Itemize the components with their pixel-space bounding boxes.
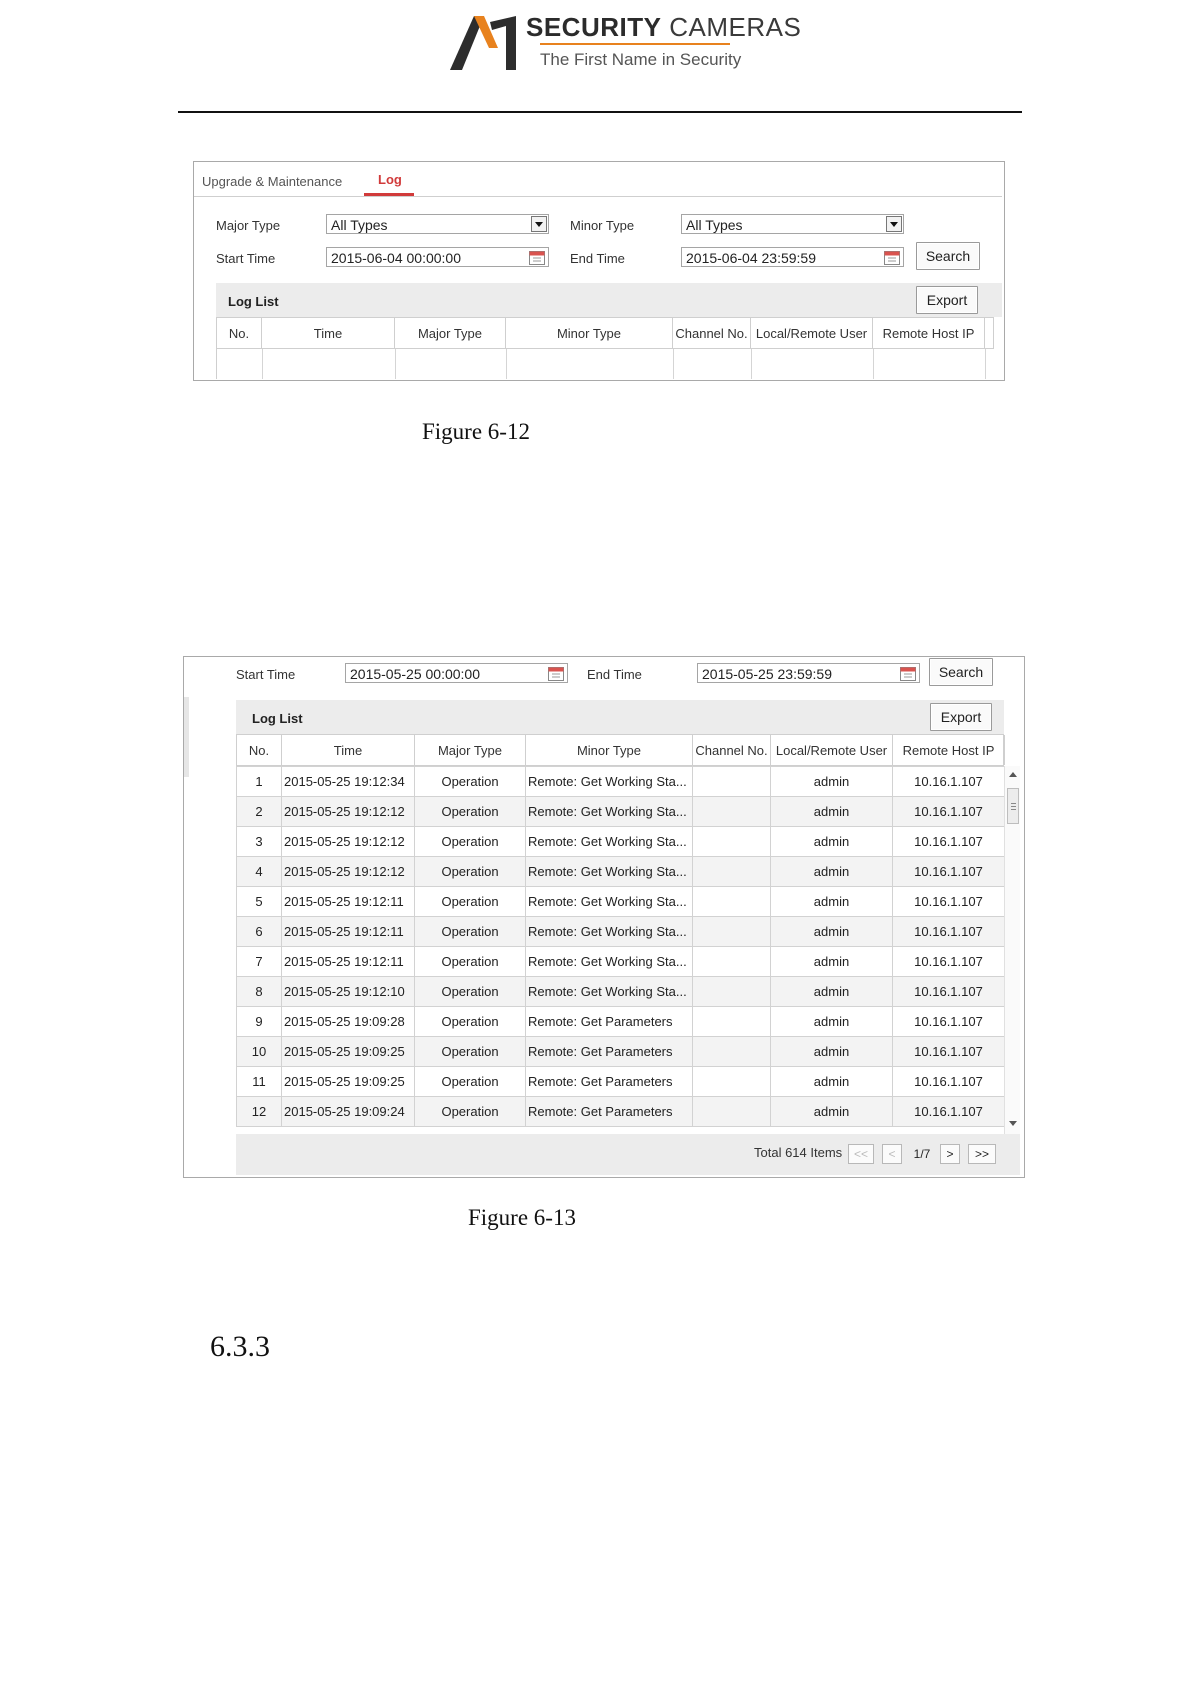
cell-no: 8 (237, 977, 282, 1007)
table-row[interactable] (237, 1037, 1005, 1067)
cell-major: Operation (415, 1007, 526, 1037)
cell-ip: 10.16.1.107 (893, 947, 1005, 977)
cell-time: 2015-05-25 19:09:25 (282, 1067, 415, 1097)
start-time-label: Start Time (216, 251, 276, 266)
cell-channel (693, 1037, 771, 1067)
cell-channel (693, 1067, 771, 1097)
major-type-label: Major Type (216, 218, 281, 233)
cell-no: 2 (237, 797, 282, 827)
cell-time: 2015-05-25 19:12:34 (282, 767, 415, 797)
end-time-label: End Time (570, 251, 625, 266)
table-header (216, 317, 994, 349)
cell-channel (693, 1007, 771, 1037)
table-scrollbar[interactable] (1004, 766, 1020, 1134)
cell-minor: Remote: Get Working Sta... (526, 947, 693, 977)
cell-minor: Remote: Get Parameters (526, 1037, 693, 1067)
figure-6-13-caption: Figure 6-13 (468, 1205, 576, 1230)
cell-no: 9 (237, 1007, 282, 1037)
figure-6-12-screenshot (193, 161, 1005, 381)
cell-ip: 10.16.1.107 (893, 857, 1005, 887)
table-row[interactable] (237, 827, 1005, 857)
column-header-time: Time (262, 318, 395, 348)
calendar-icon[interactable] (900, 666, 916, 681)
table-row[interactable] (237, 1007, 1005, 1037)
cell-user: admin (771, 857, 893, 887)
cell-minor: Remote: Get Working Sta... (526, 977, 693, 1007)
cell-minor: Remote: Get Working Sta... (526, 827, 693, 857)
column-header-major-type: Major Type (395, 318, 506, 348)
cell-channel (693, 857, 771, 887)
cell-major: Operation (415, 1067, 526, 1097)
cell-ip: 10.16.1.107 (893, 1037, 1005, 1067)
cell-major: Operation (415, 977, 526, 1007)
end-time-input[interactable]: 2015-06-04 23:59:59 (681, 247, 904, 267)
table-row[interactable] (237, 977, 1005, 1007)
cell-ip: 10.16.1.107 (893, 977, 1005, 1007)
chevron-down-icon[interactable] (531, 216, 547, 232)
cell-ip: 10.16.1.107 (893, 1067, 1005, 1097)
minor-type-label: Minor Type (570, 218, 635, 233)
cell-channel (693, 797, 771, 827)
cell-time: 2015-05-25 19:12:11 (282, 887, 415, 917)
chevron-down-icon[interactable] (886, 216, 902, 232)
cell-ip: 10.16.1.107 (893, 767, 1005, 797)
figure-6-13-screenshot (183, 656, 1025, 1178)
cell-user: admin (771, 977, 893, 1007)
cell-user: admin (771, 917, 893, 947)
first-page-button[interactable]: << (848, 1144, 874, 1164)
cell-time: 2015-05-25 19:12:11 (282, 917, 415, 947)
column-header-minor-type: Minor Type (506, 318, 673, 348)
column-header-user: Local/Remote User (751, 318, 873, 348)
total-items: Total 614 Items (754, 1145, 843, 1160)
table-header (236, 734, 1004, 766)
export-button[interactable]: Export (930, 703, 992, 731)
cell-channel (693, 947, 771, 977)
cell-minor: Remote: Get Parameters (526, 1097, 693, 1127)
cell-time: 2015-05-25 19:09:25 (282, 1037, 415, 1067)
cell-user: admin (771, 1067, 893, 1097)
table-row[interactable] (237, 947, 1005, 977)
cell-major: Operation (415, 1097, 526, 1127)
table-footer (236, 1134, 1020, 1175)
a1-logo-mark-icon (448, 14, 526, 72)
scroll-up-arrow-icon[interactable] (1009, 772, 1017, 777)
cell-major: Operation (415, 767, 526, 797)
scroll-thumb[interactable] (1007, 788, 1019, 824)
cell-minor: Remote: Get Working Sta... (526, 857, 693, 887)
cell-user: admin (771, 887, 893, 917)
tab-log[interactable]: Log (378, 172, 402, 187)
figure-6-12-caption: Figure 6-12 (422, 419, 530, 444)
calendar-icon[interactable] (529, 250, 545, 265)
cell-user: admin (771, 767, 893, 797)
cell-major: Operation (415, 827, 526, 857)
tab-bar (194, 162, 1002, 197)
cell-major: Operation (415, 947, 526, 977)
cell-ip: 10.16.1.107 (893, 1007, 1005, 1037)
end-time-label: End Time (587, 667, 642, 682)
table-row[interactable] (237, 917, 1005, 947)
column-header-no: No. (217, 318, 262, 348)
cell-user: admin (771, 947, 893, 977)
cell-major: Operation (415, 1037, 526, 1067)
cell-channel (693, 977, 771, 1007)
log-list-title: Log List (252, 711, 303, 726)
cell-no: 4 (237, 857, 282, 887)
cell-no: 11 (237, 1067, 282, 1097)
cell-time: 2015-05-25 19:12:12 (282, 827, 415, 857)
cell-no: 3 (237, 827, 282, 857)
cell-major: Operation (415, 887, 526, 917)
scroll-down-arrow-icon[interactable] (1009, 1121, 1017, 1126)
brand-logo (448, 12, 802, 74)
table-row[interactable] (237, 1097, 1005, 1127)
cell-channel (693, 827, 771, 857)
section-number: 6.3.3 (210, 1330, 270, 1363)
log-table-viewport[interactable] (236, 766, 1004, 1134)
cell-ip: 10.16.1.107 (893, 797, 1005, 827)
empty-table-body (216, 349, 994, 379)
log-list-title: Log List (228, 294, 279, 309)
cell-ip: 10.16.1.107 (893, 827, 1005, 857)
cell-no: 6 (237, 917, 282, 947)
cell-channel (693, 917, 771, 947)
cell-time: 2015-05-25 19:12:10 (282, 977, 415, 1007)
table-row[interactable] (237, 1067, 1005, 1097)
cell-user: admin (771, 1097, 893, 1127)
log-list-bar (236, 700, 1004, 734)
cell-no: 1 (237, 767, 282, 797)
cell-ip: 10.16.1.107 (893, 887, 1005, 917)
cell-minor: Remote: Get Parameters (526, 1007, 693, 1037)
cell-time: 2015-05-25 19:09:28 (282, 1007, 415, 1037)
major-type-select[interactable]: All Types (326, 214, 549, 234)
cell-user: admin (771, 1037, 893, 1067)
cell-user: admin (771, 827, 893, 857)
column-header-user: Local/Remote User (771, 735, 893, 765)
active-tab-indicator (364, 193, 414, 196)
column-header-channel-no: Channel No. (673, 318, 751, 348)
cell-time: 2015-05-25 19:12:12 (282, 797, 415, 827)
brand-tagline: The First Name in Security (540, 50, 742, 69)
pager (848, 1144, 998, 1164)
cell-ip: 10.16.1.107 (893, 917, 1005, 947)
cell-user: admin (771, 797, 893, 827)
start-time-input[interactable]: 2015-05-25 00:00:00 (345, 663, 568, 683)
export-button[interactable]: Export (916, 286, 978, 314)
column-header-remote-ip: Remote Host IP (893, 735, 1005, 765)
log-table (236, 766, 1004, 1127)
column-header-channel-no: Channel No. (693, 735, 771, 765)
header-divider (178, 111, 1022, 113)
log-list-bar (216, 283, 1002, 317)
search-button[interactable]: Search (929, 658, 993, 686)
brand-underline (540, 43, 730, 45)
prev-page-button[interactable]: < (882, 1144, 902, 1164)
start-time-input[interactable]: 2015-06-04 00:00:00 (326, 247, 549, 267)
cell-no: 7 (237, 947, 282, 977)
next-page-button[interactable]: > (940, 1144, 960, 1164)
cell-no: 5 (237, 887, 282, 917)
end-time-input[interactable]: 2015-05-25 23:59:59 (697, 663, 920, 683)
column-header-major-type: Major Type (415, 735, 526, 765)
minor-type-select[interactable]: All Types (681, 214, 904, 234)
cell-channel (693, 1097, 771, 1127)
brand-name: SECURITY CAMERAS (526, 12, 802, 42)
start-time-label: Start Time (236, 667, 296, 682)
cell-user: admin (771, 1007, 893, 1037)
cell-minor: Remote: Get Working Sta... (526, 887, 693, 917)
cell-time: 2015-05-25 19:09:24 (282, 1097, 415, 1127)
cell-minor: Remote: Get Working Sta... (526, 767, 693, 797)
tab-upgrade-maintenance[interactable]: Upgrade & Maintenance (202, 174, 343, 189)
cell-channel (693, 887, 771, 917)
cell-no: 10 (237, 1037, 282, 1067)
cell-time: 2015-05-25 19:12:11 (282, 947, 415, 977)
last-page-button[interactable]: >> (968, 1144, 996, 1164)
cell-ip: 10.16.1.107 (893, 1097, 1005, 1127)
search-button[interactable]: Search (916, 242, 980, 270)
column-header-time: Time (282, 735, 415, 765)
table-row[interactable] (237, 857, 1005, 887)
cell-minor: Remote: Get Working Sta... (526, 797, 693, 827)
table-row[interactable] (237, 767, 1005, 797)
table-row[interactable] (237, 797, 1005, 827)
calendar-icon[interactable] (884, 250, 900, 265)
cell-time: 2015-05-25 19:12:12 (282, 857, 415, 887)
cell-major: Operation (415, 797, 526, 827)
page-indicator: 1/7 (913, 1147, 931, 1161)
cell-minor: Remote: Get Parameters (526, 1067, 693, 1097)
cell-major: Operation (415, 917, 526, 947)
cell-no: 12 (237, 1097, 282, 1127)
cell-major: Operation (415, 857, 526, 887)
column-header-no: No. (237, 735, 282, 765)
calendar-icon[interactable] (548, 666, 564, 681)
cell-channel (693, 767, 771, 797)
column-header-remote-ip: Remote Host IP (873, 318, 985, 348)
cell-minor: Remote: Get Working Sta... (526, 917, 693, 947)
table-row[interactable] (237, 887, 1005, 917)
column-header-minor-type: Minor Type (526, 735, 693, 765)
